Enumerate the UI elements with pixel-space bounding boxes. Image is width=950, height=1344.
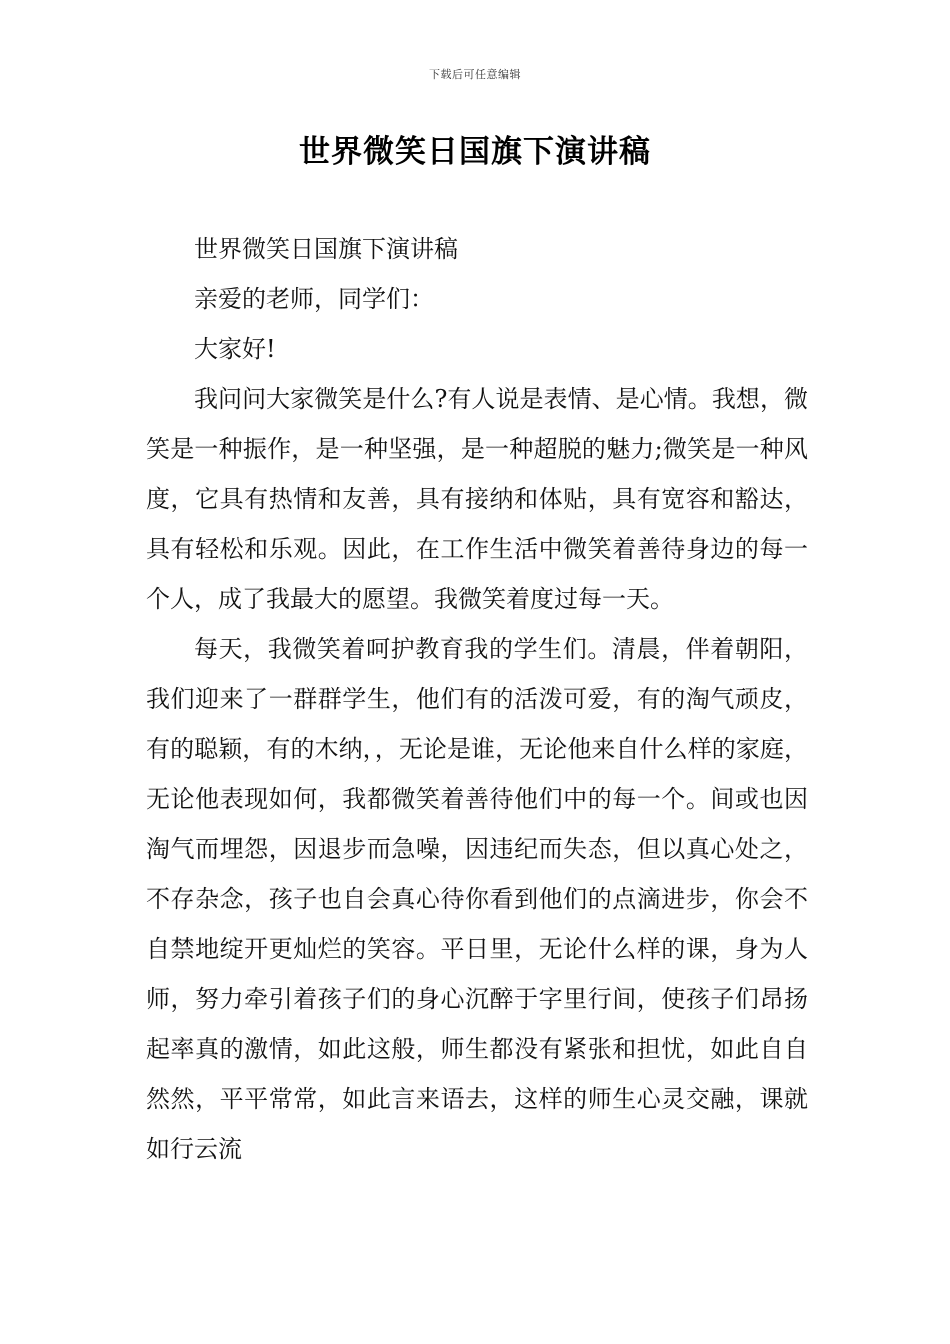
paragraph-salutation: 亲爱的老师，同学们： — [194, 285, 434, 313]
document-title: 世界微笑日国旗下演讲稿 — [299, 134, 651, 170]
document-body — [146, 224, 808, 1174]
paragraph-body-2: 每天，我微笑着呵护教育我的学生们。清晨，伴着朝阳，我们迎来了一群群学生，他们有的活泼可爱，有的淘气顽皮，有的聪颖，有的木纳，，无论是谁，无论他来自什么样的家庭，无论他表现如何，我都微笑着善待他们中的每一个。间或也因淘气而埋怨，因退步而急噪，因违纪而失态，但以真心处之，不存杂念，孩子也自会真心待你看到他们的点滴进步，你会不自禁地绽开更灿烂的笑容。平日里，无论什么样的课，身为人师，努力牵引着孩子们的身心沉醉于字里行间，使孩子们昂扬起率真的激情，如此这般，师生都没有紧张和担忧，如此自自然然，平平常常，如此言来语去，这样的师生心灵交融，课就如行云流 — [146, 635, 808, 1163]
paragraph-body-1: 我问问大家微笑是什么?有人说是表情、是心情。我想，微笑是一种振作，是一种坚强，是一种超脱的魅力;微笑是一种风度，它具有热情和友善，具有接纳和体贴，具有宽容和豁达，具有轻松和乐观。因此，在工作生活中微笑着善待身边的每一个人，成了我最大的愿望。我微笑着度过每一天。 — [146, 385, 808, 613]
paragraph-greeting: 大家好! — [194, 335, 276, 363]
header-note: 下载后可任意编辑 — [429, 68, 521, 81]
paragraph-subtitle: 世界微笑日国旗下演讲稿 — [194, 235, 458, 263]
